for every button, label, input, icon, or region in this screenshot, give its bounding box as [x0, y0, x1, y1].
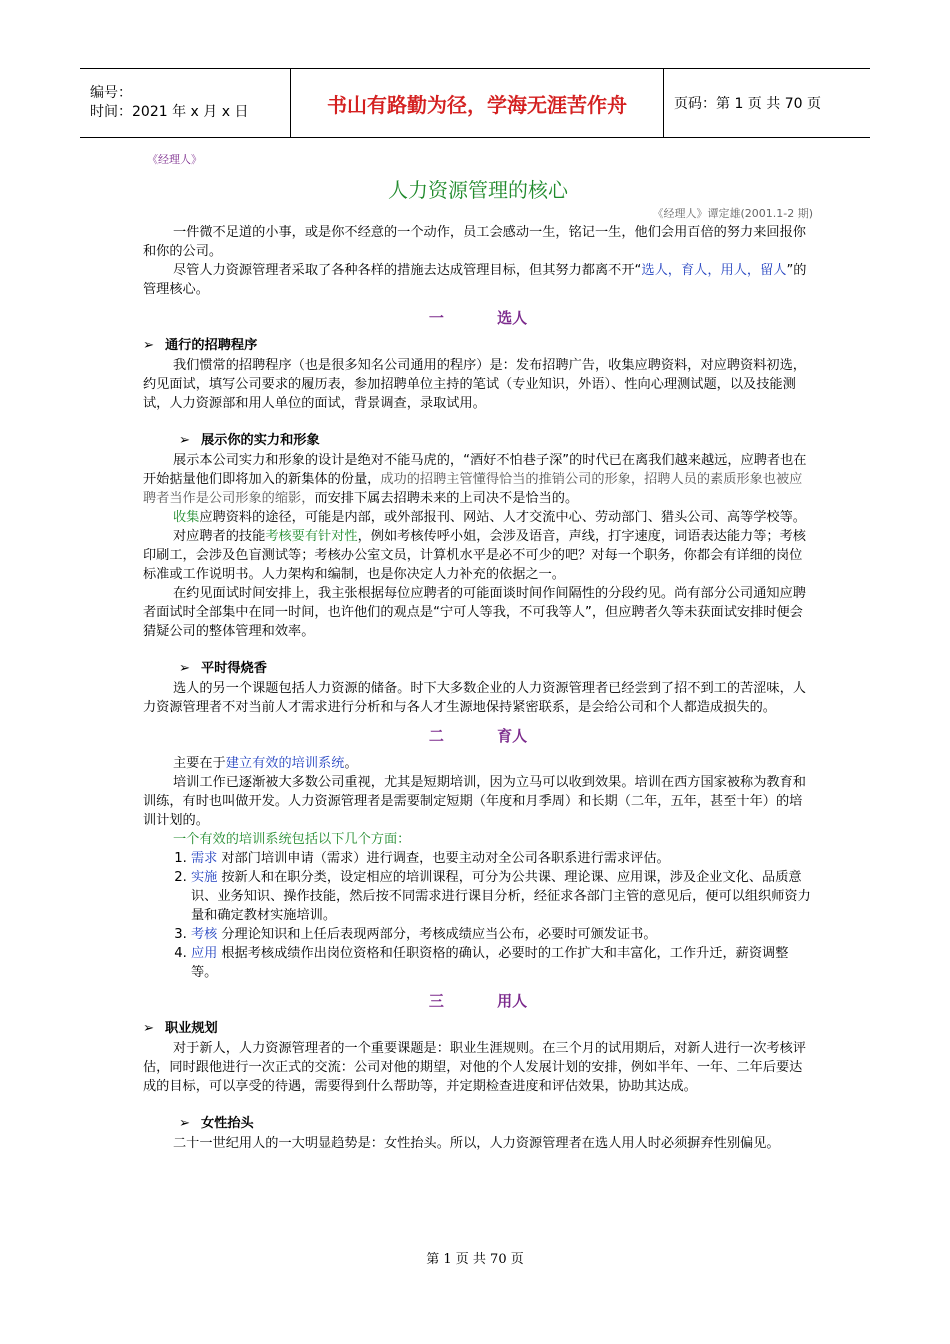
item-text: 对部门培训申请（需求）进行调查，也要主动对全公司各职系进行需求评估。	[221, 851, 670, 866]
list-item	[191, 868, 813, 925]
subheading	[143, 336, 813, 355]
arrow-icon: ➢	[143, 338, 155, 353]
subheading-text: 通行的招聘程序	[165, 338, 258, 353]
subheading-text: 展示你的实力和形象	[201, 433, 320, 448]
header-page-info: 页码：第 1 页 共 70 页	[674, 96, 821, 112]
page-footer: 第 1 页 共 70 页	[426, 1252, 524, 1267]
paragraph: 一个有效的培训系统包括以下几个方面：	[173, 832, 411, 847]
section-title-3: 三 用人	[428, 992, 528, 1010]
paragraph: 在约见面试时间安排上，我主张根据每位应聘者的可能面谈时间作间隔性的分段约见。尚有部分公司通知应聘者面试时全部集中在同一时间，也许他们的观点是“宁可人等我，不可我等人”，但应聘者久等未获面试安排时便会猜疑公司的整体管理和效率。	[143, 586, 806, 639]
subheading	[179, 431, 813, 450]
item-text: 根据考核成绩作出岗位资格和任职资格的确认，必要时的工作扩大和丰富化，工作升迁，薪资调整等。	[191, 946, 789, 980]
arrow-icon: ➢	[179, 1116, 191, 1131]
list-item	[191, 925, 813, 944]
subheading	[179, 659, 813, 678]
subheading	[143, 1019, 813, 1038]
text-blue: 建立有效的培训系统	[225, 756, 345, 771]
text: 应聘资料的途径，可能是内部，或外部报刊、网站、人才交流中心、劳动部门、猎头公司、高等学校等。	[199, 510, 806, 525]
section-title-2: 二 育人	[428, 727, 528, 745]
article-title: 人力资源管理的核心	[388, 178, 568, 202]
subheading-text: 职业规划	[165, 1021, 218, 1036]
subheading-text: 女性抬头	[201, 1116, 254, 1131]
number-label: 编号：	[90, 85, 132, 101]
intro-core-keywords: 选人，育人，用人，留人	[641, 263, 787, 278]
text: ，例如考核传呼小姐，会涉及语音，声线，打字速度，词语表达能力等；考核印刷工，会涉及色盲测试等；考核办公室文员，计算机水平是必不可少的吧？对每一个职务，你都会有详细的岗位标准或工作说明书。人力架构和编制，也是你决定人力补充的依据之一。	[143, 529, 806, 582]
text: 。	[344, 756, 358, 771]
intro-p2-text: 尽管人力资源管理者采取了各种各样的措施去达成管理目标，但其努力都离不开“	[173, 263, 642, 278]
item-text: 分理论知识和上任后表现两部分，考核成绩应当公布，必要时可颁发证书。	[221, 927, 657, 942]
paragraph: 二十一世纪用人的一大明显趋势是：女性抬头。所以，人力资源管理者在选人用人时必须摒弃性别偏见。	[173, 1136, 780, 1151]
paragraph: 选人的另一个课题包括人力资源的储备。时下大多数企业的人力资源管理者已经尝到了招不到工的苦涩味，人力资源管理者不对当前人才需求进行分析和与各人才生源地保持紧密联系，是会给公司和个人都造成损失的。	[143, 681, 806, 715]
training-list	[143, 849, 813, 982]
paragraph: 我们惯常的招聘程序（也是很多知名公司通用的程序）是：发布招聘广告，收集应聘资料，对应聘资料初选，约见面试，填写公司要求的履历表，参加招聘单位主持的笔试（专业知识，外语）、性向心理测试题，以及技能测试，人力资源部和用人单位的面试，背景调查，录取试用。	[143, 358, 806, 411]
text-serif: 成功的招聘主管懂得恰当的推销公司的形象，招聘人员的素质形象也被应聘者当作是公司形象的缩影，	[143, 472, 803, 506]
header-motto: 书山有路勤为径，学海无涯苦作舟	[291, 69, 664, 137]
arrow-icon: ➢	[143, 1021, 155, 1036]
page-header	[80, 68, 870, 138]
arrow-icon: ➢	[179, 433, 191, 448]
intro-paragraph-1: 一件微不足道的小事，或是你不经意的一个动作，员工会感动一生，铭记一生，他们会用百倍的努力来回报你和你的公司。	[143, 225, 806, 259]
subheading-text: 平时得烧香	[201, 661, 267, 676]
list-item	[191, 849, 813, 868]
header-meta	[80, 69, 291, 137]
section-title-1: 一 选人	[428, 309, 528, 327]
subheading	[179, 1114, 813, 1133]
paragraph	[143, 527, 813, 584]
text: 而安排下属去招聘未来的上司决不是恰当的。	[314, 491, 579, 506]
paragraph: 对于新人，人力资源管理者的一个重要课题是：职业生涯规则。在三个月的试用期后，对新人进行一次考核评估，同时跟他进行一次正式的交流：公司对他的期望，对他的个人发展计划的安排，例如半年、一年、二年后要达成的目标，可以享受的待遇，需要得到什么帮助等，并定期检查进度和评估效果，协助其达成。	[143, 1041, 806, 1094]
document-body	[143, 150, 813, 1153]
list-item	[191, 944, 813, 982]
magazine-name: 《经理人》	[147, 153, 202, 166]
text: 展示本公司实力和形象的设计是绝对不能马虎的，“酒好不怕巷子深”的时代已在离我们越来越远，应聘者也在开始掂量他们即将加入的新集体的份量，	[143, 453, 807, 487]
item-term: 需求	[191, 851, 218, 866]
intro-p2-end: ”的管理核心。	[143, 263, 807, 297]
text-green: 收集	[173, 510, 200, 525]
paragraph	[143, 754, 813, 773]
paragraph: 培训工作已逐渐被大多数公司重视，尤其是短期培训，因为立马可以收到效果。培训在西方国家被称为教育和训练，有时也叫做开发。人力资源管理者是需要制定短期（年度和月季周）和长期（二年，五年，甚至十年）的培训计划的。	[143, 775, 806, 828]
item-term: 考核	[191, 927, 218, 942]
byline: 《经理人》谭定雄(2001.1-2 期)	[652, 207, 813, 220]
paragraph	[143, 451, 813, 508]
item-term: 实施	[191, 870, 218, 885]
intro-paragraph-2	[143, 261, 813, 299]
text-green: 考核要有针对性	[265, 529, 358, 544]
arrow-icon: ➢	[179, 661, 191, 676]
item-term: 应用	[191, 946, 218, 961]
text: 主要在于	[173, 756, 226, 771]
item-text: 按新人和在职分类，设定相应的培训课程，可分为公共课、理论课、应用课，涉及企业文化、品质意识、业务知识、操作技能，然后按不同需求进行课目分析，经征求各部门主管的意见后，便可以组织师资力量和确定教材实施培训。	[191, 870, 811, 923]
date-label: 时间：2021 年 x 月 x 日	[90, 104, 249, 120]
paragraph	[143, 508, 813, 527]
text: 对应聘者的技能	[173, 529, 266, 544]
